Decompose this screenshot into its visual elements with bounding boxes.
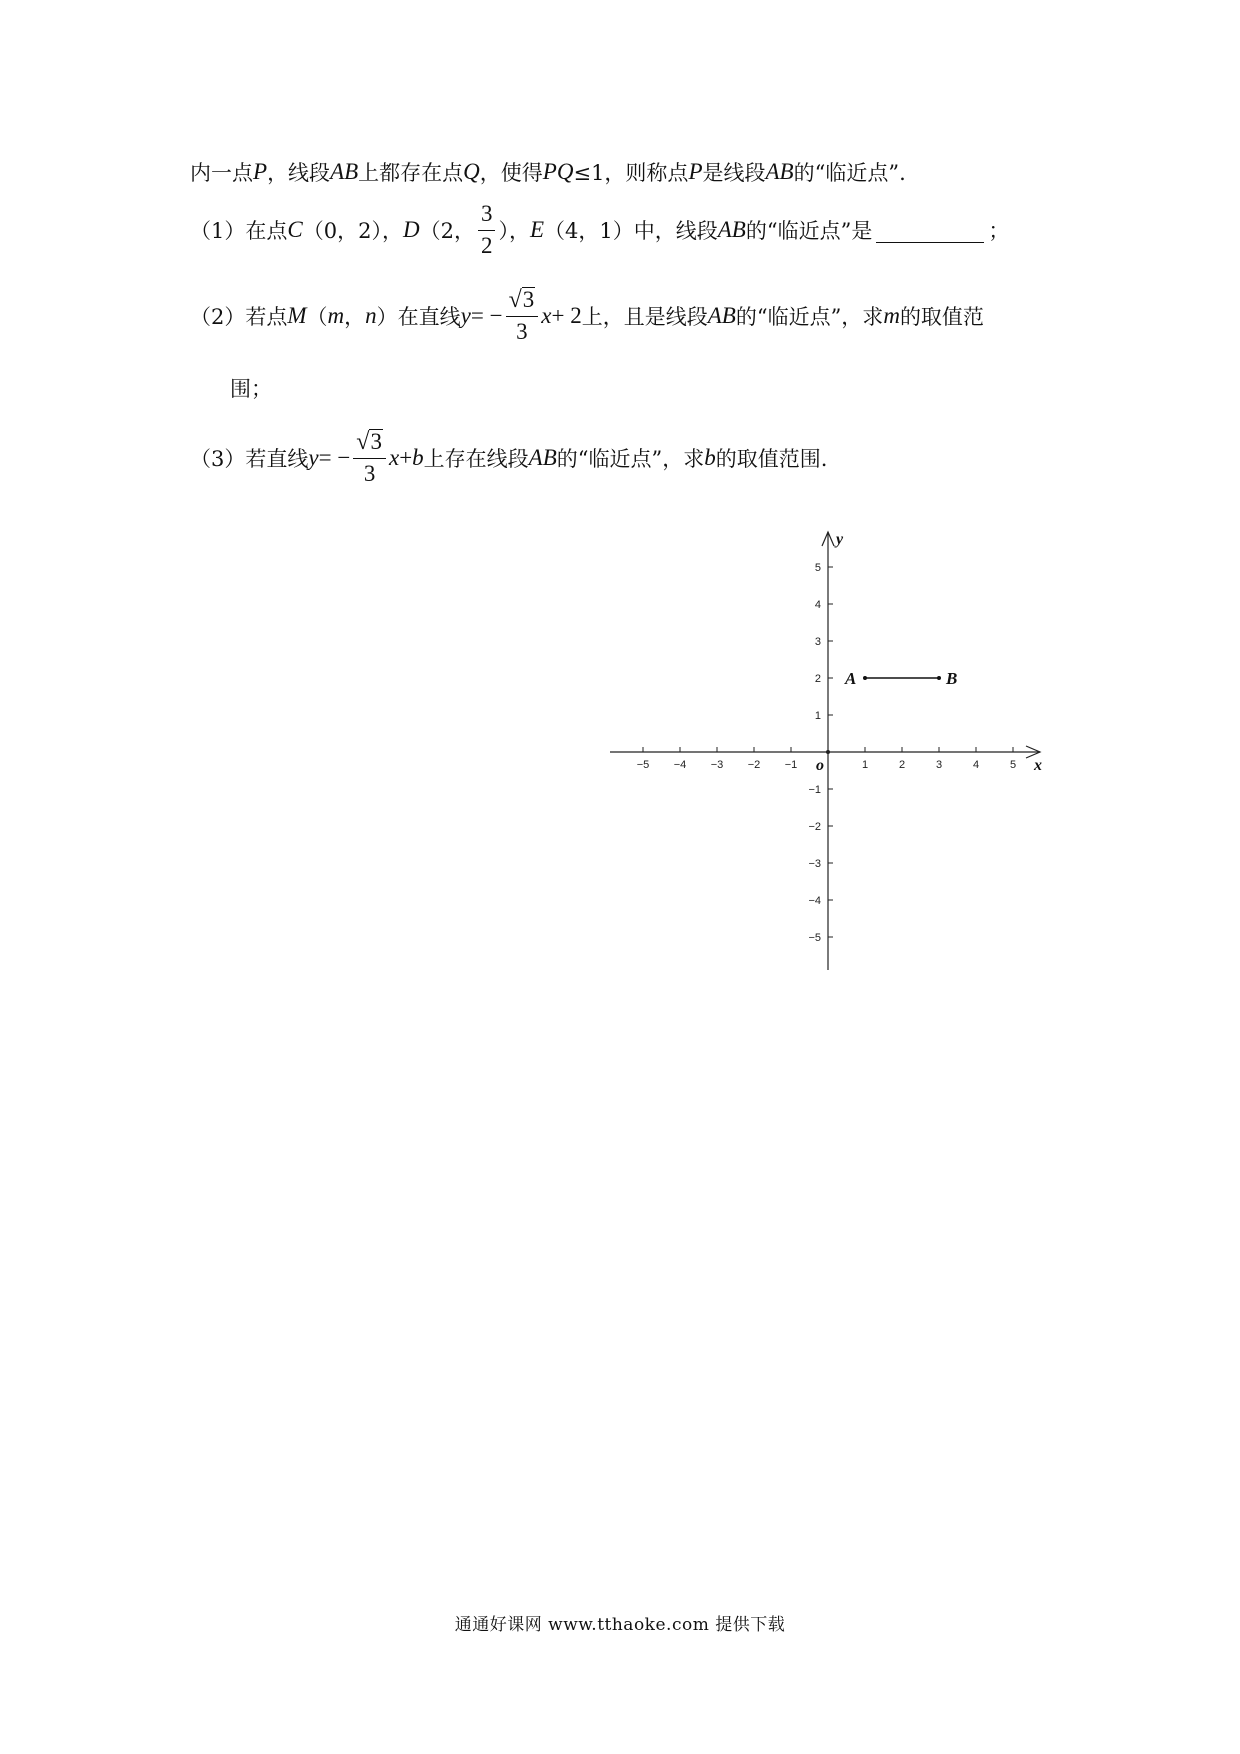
var-p: P [253, 159, 268, 184]
x-tick-label: 5 [1009, 759, 1017, 771]
y-tick-label: 2 [814, 673, 821, 685]
q1-c-coords: （0，2）， [302, 219, 403, 243]
sqrt-symbol [356, 429, 383, 454]
var-ab: AB [765, 159, 794, 184]
frac-denominator: 3 [363, 460, 376, 486]
point-a-label: A [845, 669, 857, 688]
y-tick-label: −2 [808, 821, 821, 833]
var-ab: AB [330, 159, 359, 184]
plus-term: + 2 [551, 303, 582, 328]
q2-comma: ， [344, 305, 366, 329]
q2-close: ）在直线 [376, 305, 461, 329]
q3-prefix: （3）若直线 [190, 447, 309, 471]
x-tick-label: 1 [861, 759, 869, 771]
y-tick-label: 4 [814, 599, 821, 611]
question-1 [0, 200, 1009, 260]
var-y: y [460, 303, 471, 328]
q1-d-close: ）， [498, 219, 530, 243]
intro-text-1: 内一点 [190, 161, 253, 185]
q2-tail: 的取值范 [899, 305, 984, 329]
origin-point [826, 750, 830, 754]
answer-blank[interactable] [876, 218, 984, 243]
y-tick-label: −4 [808, 895, 821, 907]
equals-minus: = − [470, 303, 503, 328]
intro-text-4: ，使得 [479, 161, 543, 185]
radicand: 3 [522, 286, 535, 312]
frac-numerator [506, 287, 539, 317]
point-d: D [402, 217, 420, 242]
intro-text-7: 的“临近点”. [793, 161, 906, 185]
coordinate-plane [600, 520, 1070, 980]
y-tick-label: −5 [808, 932, 821, 944]
var-ab: AB [528, 445, 557, 470]
point-b-label: B [946, 669, 958, 688]
var-x: x [388, 445, 400, 470]
q2-prefix: （2）若点 [190, 305, 288, 329]
q1-d-open: （2， [419, 219, 475, 243]
fraction-sqrt3-over-3 [506, 287, 539, 345]
q3-mid2: 的“临近点”，求 [556, 447, 705, 471]
q1-end: ； [988, 219, 1010, 243]
footer-credit: 通通好课网 www.tthaoke.com 提供下载 [454, 1615, 786, 1635]
point-c: C [287, 217, 303, 242]
x-tick-label: 2 [898, 759, 906, 771]
q2-cont: 围； [230, 377, 272, 401]
point-e: E [529, 217, 545, 242]
q2-mid: 上，且是线段 [581, 305, 708, 329]
y-tick-label: 1 [814, 710, 821, 722]
var-m: m [883, 303, 900, 328]
intro-text-6: 是线段 [702, 161, 766, 185]
intro-text-3: 上都存在点 [358, 161, 464, 185]
frac-numerator [353, 429, 386, 459]
var-b: b [412, 445, 424, 470]
intro-line [0, 142, 906, 202]
x-tick-label: −4 [673, 759, 687, 771]
x-axis-label: x [1034, 757, 1042, 774]
x-tick-label: −2 [747, 759, 761, 771]
fraction-sqrt3-over-3 [353, 429, 386, 487]
radical-sign: √ [508, 287, 522, 314]
intro-text-2: ，线段 [267, 161, 331, 185]
radical-sign: √ [356, 429, 370, 456]
y-tick-label: 5 [814, 562, 821, 574]
fraction-three-halves [478, 201, 496, 259]
point-m: M [287, 303, 307, 328]
var-ab: AB [717, 217, 746, 242]
q1-suffix: 的“临近点”是 [745, 219, 873, 243]
q1-e-coords: （4，1）中，线段 [544, 219, 718, 243]
var-pq: PQ [542, 159, 574, 184]
radicand: 3 [370, 428, 382, 454]
intro-text-5: ≤1，则称点 [573, 161, 689, 185]
var-b: b [704, 445, 716, 470]
sqrt-symbol [509, 287, 536, 312]
var-ab: AB [707, 303, 736, 328]
q2-mid2: 的“临近点”，求 [735, 305, 884, 329]
x-tick-label: 4 [972, 759, 980, 771]
x-tick-label: −5 [636, 759, 650, 771]
y-axis-label: y [836, 531, 844, 548]
q1-prefix: （1）在点 [190, 219, 288, 243]
q3-mid: 上存在线段 [423, 447, 529, 471]
plus-sign: + [399, 445, 413, 470]
q2-open: （ [306, 305, 328, 329]
point-a [863, 676, 867, 680]
y-tick-label: −1 [808, 784, 821, 796]
frac-denominator: 3 [516, 318, 528, 344]
var-n: n [365, 303, 377, 328]
var-y: y [308, 445, 319, 470]
var-m: m [327, 303, 345, 328]
point-b [937, 676, 941, 680]
q3-tail: 的取值范围. [715, 447, 828, 471]
x-tick-label: −3 [710, 759, 724, 771]
question-2-continuation [0, 358, 272, 418]
var-p: P [688, 159, 703, 184]
origin-label: o [816, 757, 824, 774]
var-x: x [541, 303, 552, 328]
equals-minus: = − [318, 445, 351, 470]
y-tick-label: −3 [808, 858, 821, 870]
y-tick-label: 3 [814, 636, 821, 648]
x-tick-label: 3 [935, 759, 943, 771]
question-3 [0, 428, 827, 488]
question-2 [0, 286, 984, 346]
x-tick-label: −1 [784, 759, 798, 771]
frac-denominator: 2 [480, 232, 493, 258]
var-q: Q [463, 159, 480, 184]
frac-numerator: 3 [478, 201, 496, 230]
